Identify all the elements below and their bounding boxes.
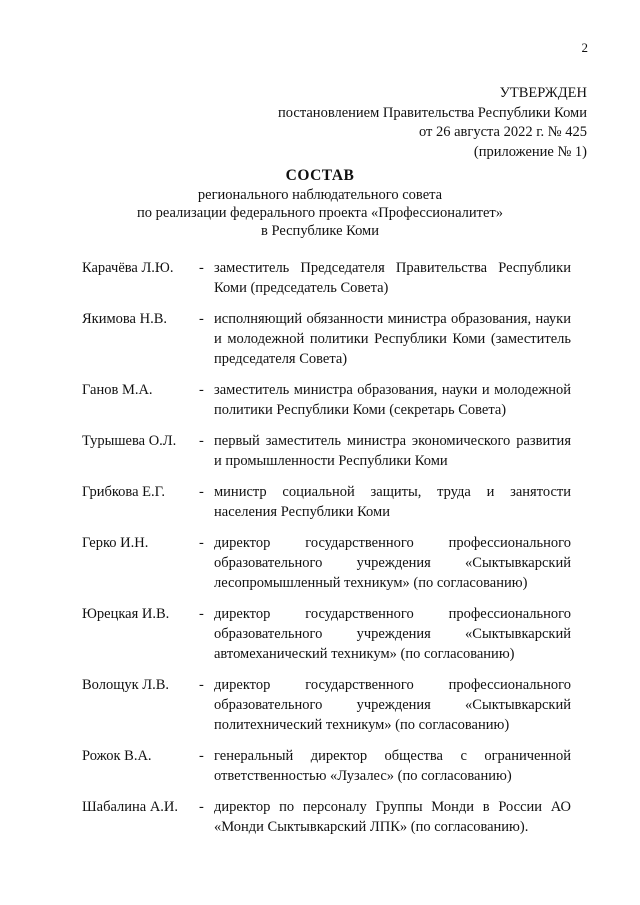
member-dash: - <box>199 748 204 764</box>
member-name: Юрецкая И.В. <box>82 606 170 622</box>
member-role: заместитель министра образования, науки и молодежной политики Республики Коми (секретарь Совета) <box>214 382 571 418</box>
member-entry <box>0 746 640 786</box>
page-number: 2 <box>581 40 588 55</box>
document-title: СОСТАВ <box>285 167 355 184</box>
member-role: исполняющий обязанности министра образования, науки и молодежной политики Республики Коми (заместитель председателя Совета) <box>214 311 571 367</box>
member-role: первый заместитель министра экономического развития и промышленности Республики Коми <box>214 433 571 469</box>
member-entry <box>0 533 640 593</box>
member-name: Турышева О.Л. <box>82 433 177 449</box>
member-name: Грибкова Е.Г. <box>82 484 165 500</box>
member-role: директор государственного профессионального образовательного учреждения «Сыктывкарский автомеханический техникум» (по согласованию) <box>214 606 571 662</box>
member-dash: - <box>199 535 204 551</box>
member-role: директор государственного профессионального образовательного учреждения «Сыктывкарский лесопромышленный техникум» (по согласованию) <box>214 535 571 591</box>
member-role: заместитель Председателя Правительства Республики Коми (председатель Совета) <box>214 260 571 296</box>
approval-decree: постановлением Правительства Республики Коми <box>278 104 587 121</box>
member-name: Герко И.Н. <box>82 535 149 551</box>
member-entry <box>0 431 640 471</box>
member-name: Волощук Л.В. <box>82 677 170 693</box>
document-subtitle-line-1: регионального наблюдательного совета <box>197 187 443 203</box>
approval-date: от 26 августа 2022 г. № 425 <box>418 124 587 140</box>
approval-title: УТВЕРЖДЕН <box>499 85 587 101</box>
member-dash: - <box>199 799 204 815</box>
document-subtitle-line-3: в Республике Коми <box>260 223 379 239</box>
member-entry <box>0 604 640 664</box>
member-name: Ганов М.А. <box>82 382 153 398</box>
member-name: Карачёва Л.Ю. <box>82 260 174 276</box>
member-dash: - <box>199 260 204 276</box>
member-dash: - <box>199 382 204 398</box>
member-entry <box>0 380 640 420</box>
member-dash: - <box>199 311 204 327</box>
member-entry <box>0 482 640 522</box>
member-role: директор по персоналу Группы Монди в России АО «Монди Сыктывкарский ЛПК» (по согласованию). <box>214 799 571 835</box>
member-role: директор государственного профессионального образовательного учреждения «Сыктывкарский политехнический техникум» (по согласованию) <box>214 677 571 733</box>
member-entry <box>0 258 640 298</box>
member-dash: - <box>199 677 204 693</box>
member-dash: - <box>199 484 204 500</box>
approval-appendix: (приложение № 1) <box>473 143 587 160</box>
document-heading <box>0 166 640 240</box>
member-entry <box>0 675 640 735</box>
member-name: Шабалина А.И. <box>82 799 179 815</box>
member-dash: - <box>199 606 204 622</box>
member-name: Рожок В.А. <box>82 748 152 764</box>
approval-block <box>278 84 587 162</box>
member-name: Якимова Н.В. <box>82 311 168 327</box>
member-entry <box>0 309 640 369</box>
members-list <box>0 258 640 848</box>
member-role: генеральный директор общества с ограниченной ответственностью «Лузалес» (по согласованию) <box>214 748 571 784</box>
document-subtitle-line-2: по реализации федерального проекта «Профессионалитет» <box>137 205 503 221</box>
member-dash: - <box>199 433 204 449</box>
member-entry <box>0 797 640 837</box>
member-role: министр социальной защиты, труда и занятости населения Республики Коми <box>214 484 571 520</box>
